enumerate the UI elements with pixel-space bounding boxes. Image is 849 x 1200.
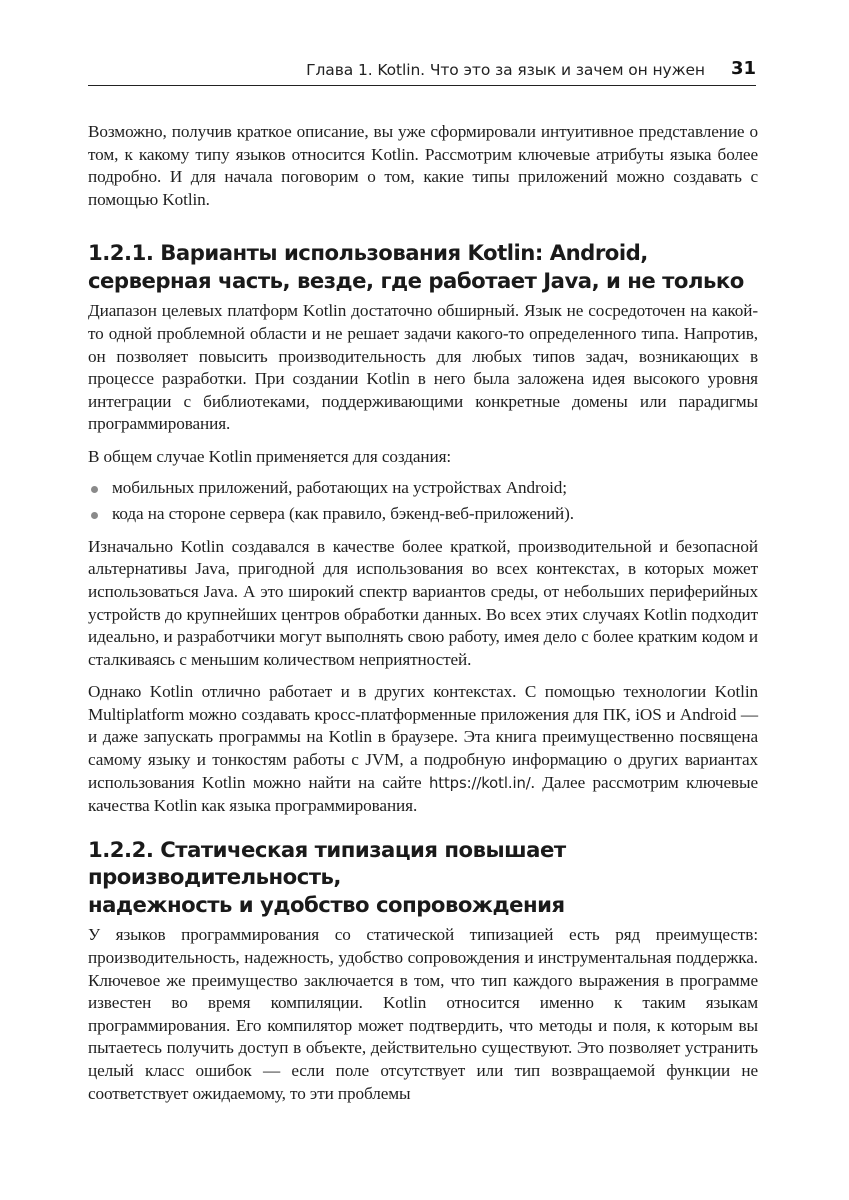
body-paragraph: Диапазон целевых платформ Kotlin достаточно обширный. Язык не сосредоточен на какой-то одной проблемной области и не решает задачи какого-то определенного типа. Напротив, он позволяет повысить производительность для любых типов задач, возникающих в процессе разработки. При создании Kotlin в него была заложена идея высокого уровня интеграции с библиотеками, поддерживающими конкретные домены или парадигмы программирования. [88,301,758,434]
page-content [88,121,758,1115]
section-heading-line: серверная часть, везде, где работает Java, и не только [88,267,744,293]
body-text: Однако Kotlin отлично работает и в других контекстах. С помощью технологии Kotlin Multiplatform можно создавать кросс-платформенные приложения для ПК, iOS и Android — и даже запускать программы на Kotlin в браузере. Эта книга преимущественно посвящена самому языку и тонкостям работы с JVM, а подробную информацию о других вариантах использования Kotlin можно найти на сайте [88,682,758,792]
body-paragraph: Изначально Kotlin создавался в качестве более краткой, производительной и безопасной альтернативы Java, пригодной для использования во всех контекстах, в которых может использоваться Java. А это широкий спектр вариантов среды, от небольших периферийных устройств до крупнейших центров обработки данных. Во всех этих случаях Kotlin подходит идеально, и разработчики могут выполнять свою работу, имея дело с более кратким кодом и сталкиваясь с меньшим количеством неприятностей. [88,536,758,669]
bullet-list [88,477,758,526]
kotlin-site-link[interactable]: https://kotl.in/ [429,774,531,792]
chapter-title: Глава 1. Kotlin. Что это за язык и зачем он нужен [306,61,705,79]
section-heading-line: 1.2.1. Варианты использования Kotlin: Android, [88,240,648,266]
section-heading-line: надежность и удобство сопровождения [88,891,565,917]
body-paragraph [88,681,758,818]
body-text: . Далее рассмотрим ключевые качества Kotlin как языка программирования. [88,772,758,816]
list-item-text: кода на стороне сервера (как правило, бэкенд-веб-приложений). [112,504,574,524]
list-item-text: мобильных приложений, работающих на устройствах Android; [112,477,567,497]
page-number: 31 [730,58,756,79]
list-item [88,503,758,526]
bullet-icon [91,512,98,519]
list-item [88,477,758,500]
body-paragraph: У языков программирования со статической типизацией есть ряд преимуществ: производительность, надежность, удобство сопровождения и инструментальная поддержка. Ключевое же преимущество заключается в том, что тип каждого выражения в программе известен во время компиляции. Kotlin относится именно к таким языкам программирования. Его компилятор может подтвердить, что методы и поля, к которым вы пытаетесь получить доступ в объекте, действительно существуют. Это позволяет устранить целый класс ошибок — если поле отсутствует или тип возвращаемой функции не соответствует ожидаемому, то эти проблемы [88,925,758,1103]
running-header [88,58,756,86]
section-heading-line: 1.2.2. Статическая типизация повышает производительность, [88,836,566,890]
section-heading-1-2-1 [88,239,758,294]
section-heading-1-2-2 [88,836,758,919]
bullet-icon [91,486,98,493]
intro-paragraph: Возможно, получив краткое описание, вы уже сформировали интуитивное представление о том, к какому типу языков относится Kotlin. Рассмотрим ключевые атрибуты языка более подробно. И для начала поговорим о том, какие типы приложений можно создавать с помощью Kotlin. [88,122,758,209]
list-intro: В общем случае Kotlin применяется для создания: [88,446,452,466]
